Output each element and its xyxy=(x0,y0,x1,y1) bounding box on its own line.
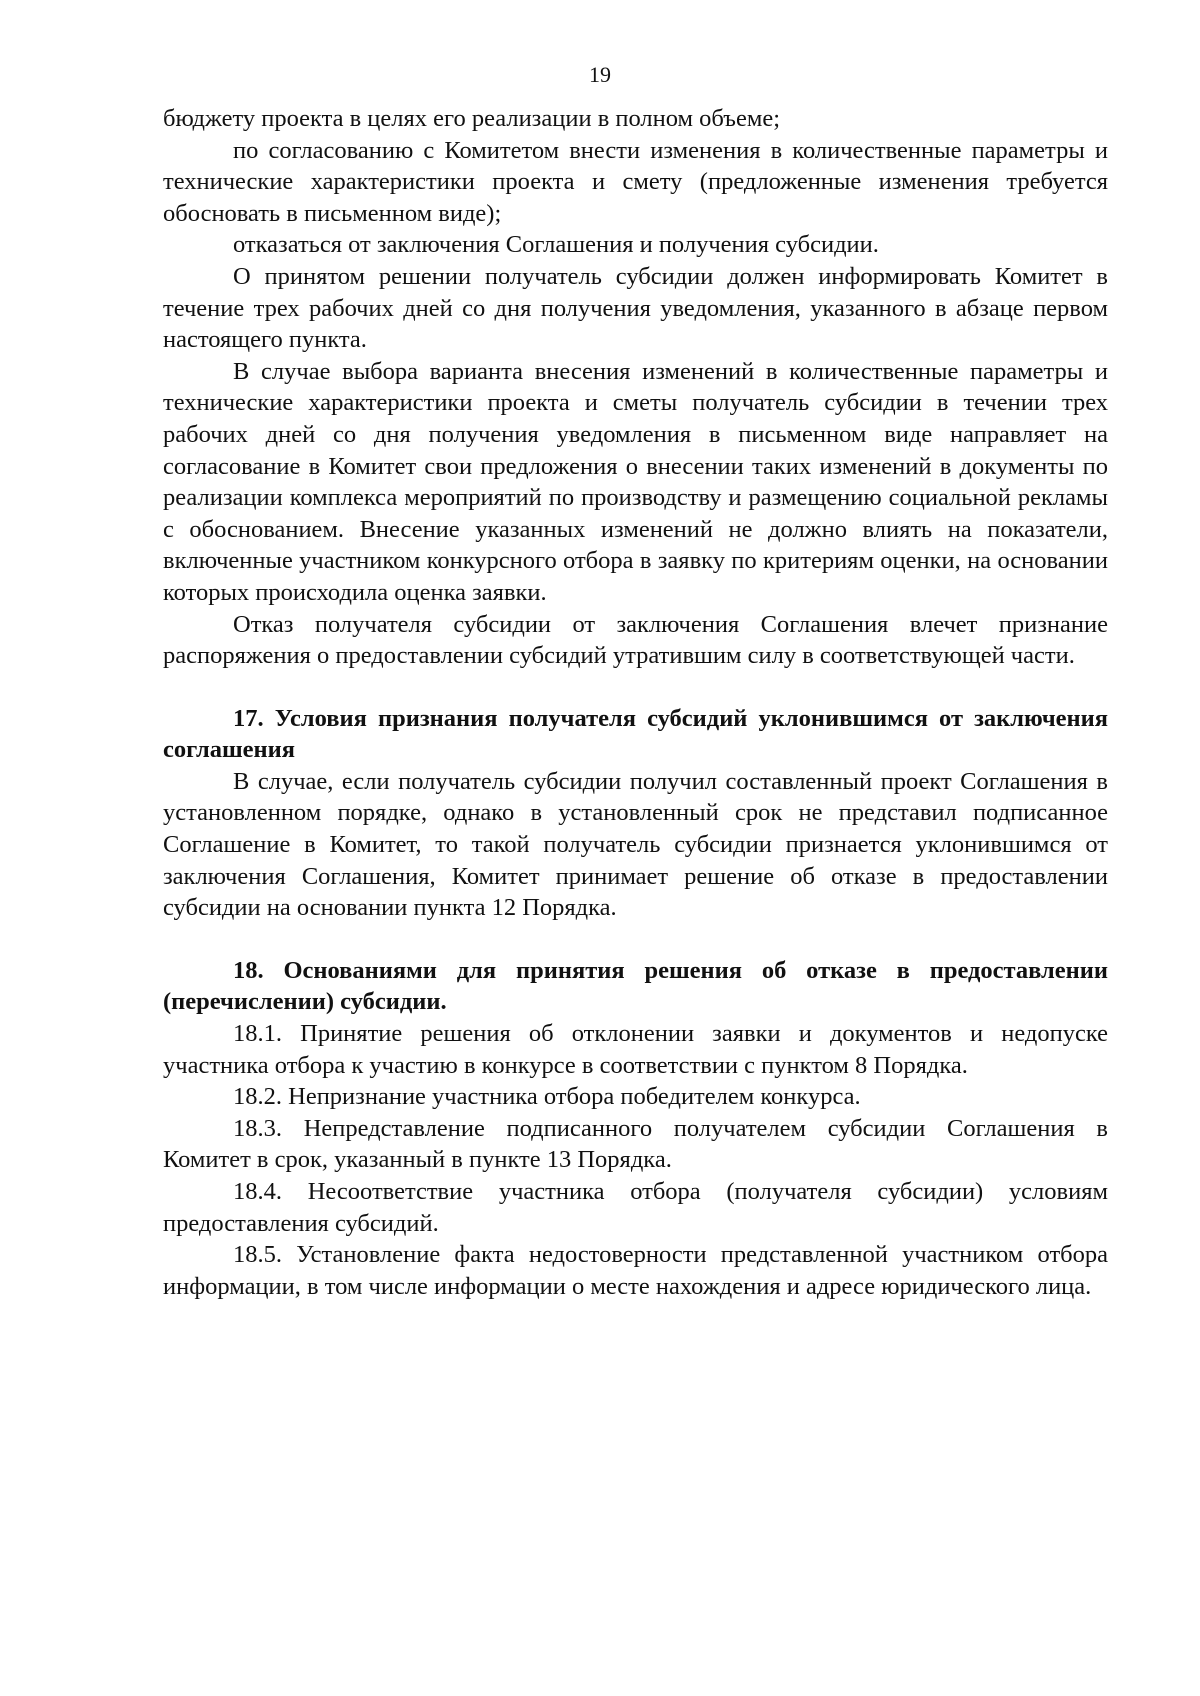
list-item: 18.3. Непредставление подписанного получателем субсидии Соглашения в Комитет в срок, указанный в пункте 13 Порядка. xyxy=(163,1114,1108,1174)
paragraph: О принятом решении получатель субсидии должен информировать Комитет в течение трех рабочих дней со дня получения уведомления, указанного в абзаце первом настоящего пункта. xyxy=(163,262,1108,354)
list-item: 18.5. Установление факта недостоверности представленной участником отбора информации, в том числе информации о месте нахождения и адресе юридического лица. xyxy=(163,1241,1108,1300)
section-17-heading: 17. Условия признания получателя субсидий уклонившимся от заключения соглашения xyxy=(163,704,1108,764)
page-number: 19 xyxy=(589,62,611,87)
paragraph: В случае выбора варианта внесения изменений в количественные параметры и технические характеристики проекта и сметы получатель субсидии в течении трех рабочих дней со дня получения уведомления в письменном виде направляет на согласование в Комитет свои предложения о внесении таких изменений в документы по реализации комплекса мероприятий по производству и размещению социальной рекламы с обоснованием. Внесение указанных изменений не должно влиять на показатели, включенные участником конкурсного отбора в заявку по критериям оценки, на основании которых происходила оценка заявки. xyxy=(163,357,1108,606)
paragraph: Отказ получателя субсидии от заключения Соглашения влечет признание распоряжения о предоставлении субсидий утратившим силу в соответствующей части. xyxy=(163,610,1108,670)
list-item: 18.1. Принятие решения об отклонении заявки и документов и недопуске участника отбора к участию в конкурсе в соответствии с пунктом 8 Порядка. xyxy=(163,1020,1108,1079)
section-spacer xyxy=(163,672,1108,703)
paragraph: отказаться от заключения Соглашения и получения субсидии. xyxy=(233,231,879,259)
paragraph: В случае, если получатель субсидии получил составленный проект Соглашения в установленном порядке, однако в установленный срок не представил подписанное Соглашение в Комитет, то такой получатель субсидии признается уклонившимся от заключения Соглашения, Комитет принимает решение об отказе в предоставлении субсидии на основании пункта 12 Порядка. xyxy=(163,767,1108,922)
list-item: 18.2. Непризнание участника отбора победителем конкурса. xyxy=(233,1083,861,1111)
section-spacer xyxy=(163,924,1108,955)
list-item: 18.4. Несоответствие участника отбора (получателя субсидии) условиям предоставления субсидий. xyxy=(163,1178,1108,1237)
document-body xyxy=(163,103,1108,1302)
section-18-heading: 18. Основаниями для принятия решения об отказе в предоставлении (перечислении) субсидии. xyxy=(163,956,1108,1016)
paragraph: бюджету проекта в целях его реализации в полном объеме; xyxy=(163,105,781,132)
paragraph: по согласованию с Комитетом внести изменения в количественные параметры и технические характеристики проекта и смету (предложенные изменения требуется обосновать в письменном виде); xyxy=(163,136,1108,227)
